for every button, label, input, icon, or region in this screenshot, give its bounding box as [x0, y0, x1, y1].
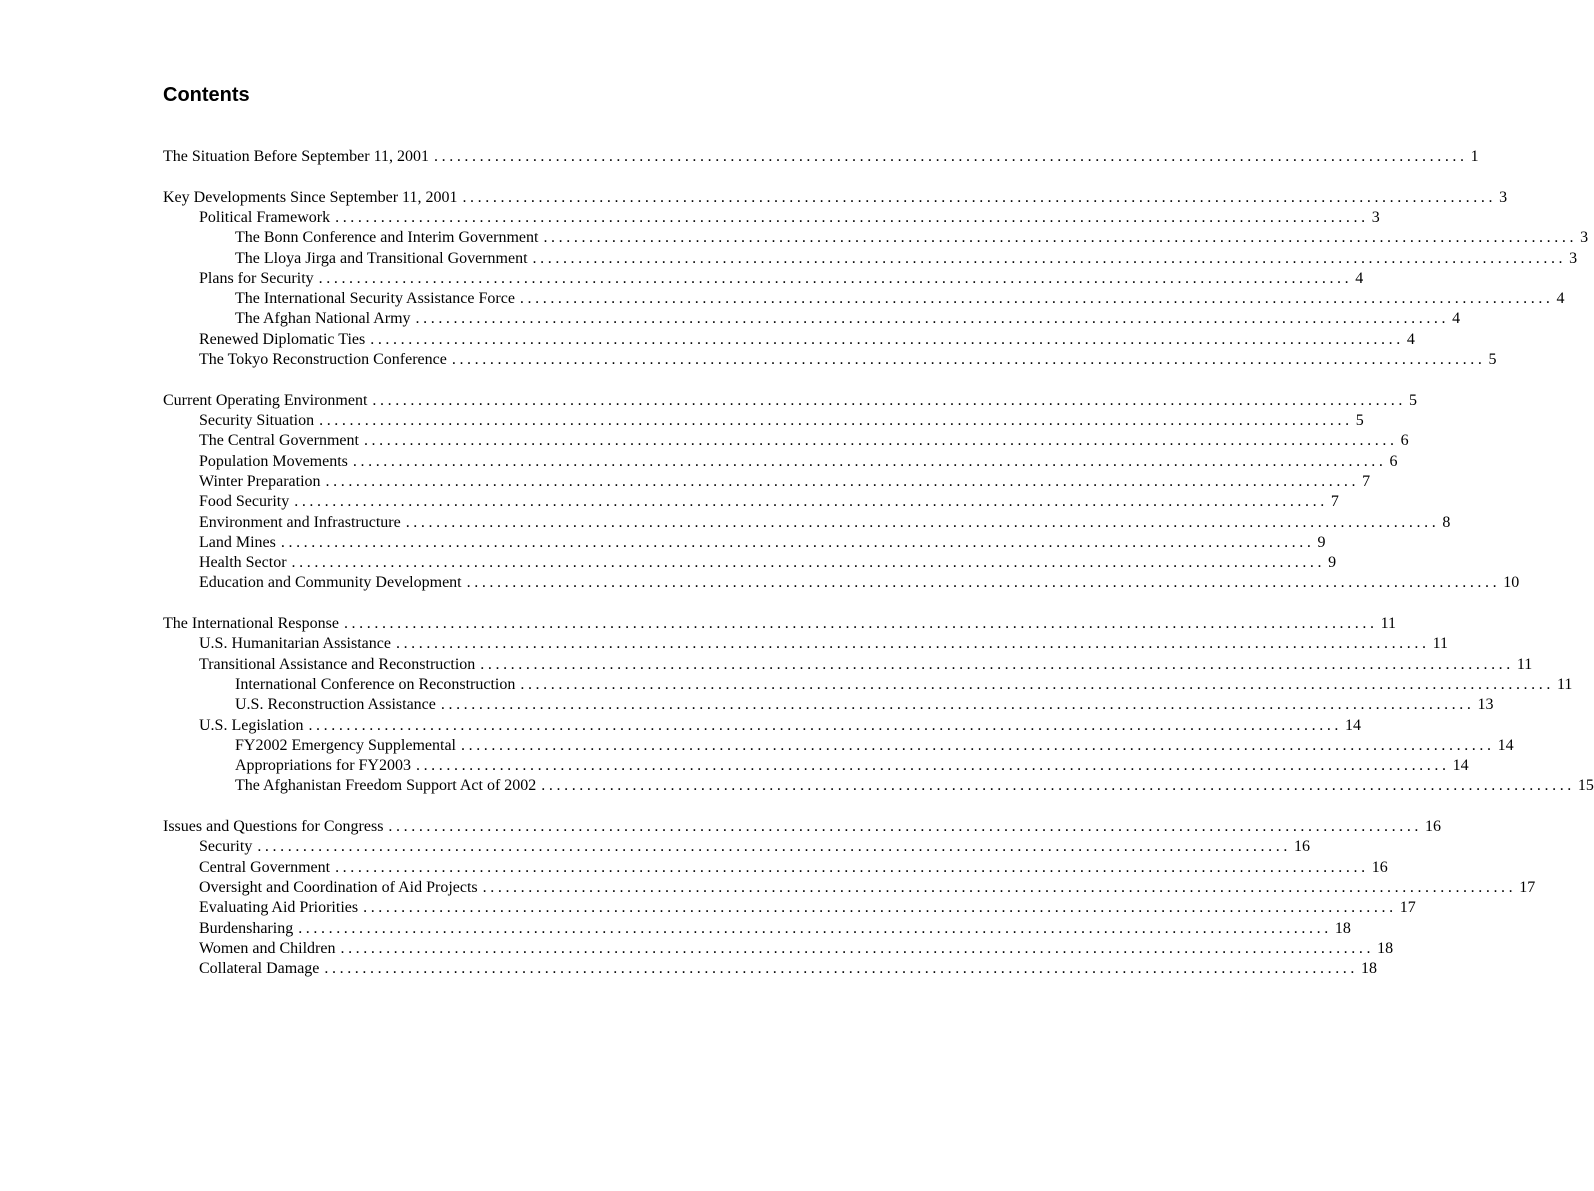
toc-dot-leader: ........................................................................................................................................ — [543, 229, 1578, 247]
toc-dot-leader: ........................................................................................................................................ — [461, 736, 1495, 754]
toc-page-number: 8 — [1442, 513, 1451, 531]
toc-entry-title: The Afghanistan Freedom Support Act of 2002 — [235, 777, 537, 795]
toc-entry[interactable] — [163, 533, 1326, 553]
toc-dot-leader: ........................................................................................................................................ — [370, 330, 1404, 348]
toc-entry-title: Security — [199, 838, 253, 856]
toc-page-number: 4 — [1452, 310, 1461, 328]
toc-entry-title: The Situation Before September 11, 2001 — [163, 148, 430, 165]
toc-dot-leader: ........................................................................................................................................ — [480, 655, 1514, 673]
toc-page-number: 4 — [1406, 330, 1415, 348]
toc-page-number: 11 — [1516, 655, 1533, 673]
toc-page-number: 16 — [1293, 838, 1310, 856]
toc-page-number: 6 — [1400, 432, 1409, 450]
toc-dot-leader: ........................................................................................................................................ — [405, 513, 1440, 531]
toc-entry-title: Land Mines — [199, 533, 276, 551]
toc-entry-title: Current Operating Environment — [163, 391, 368, 409]
toc-entry-title: The Tokyo Reconstruction Conference — [199, 351, 447, 369]
toc-dot-leader: ........................................................................................................................................ — [363, 432, 1398, 450]
toc-entry[interactable] — [163, 492, 1339, 512]
toc-page-number: 1 — [1470, 148, 1479, 165]
toc-entry-title: FY2002 Emergency Supplemental — [235, 736, 456, 754]
toc-entry[interactable] — [163, 837, 1310, 857]
toc-entry[interactable] — [163, 391, 1417, 411]
toc-dot-leader: ........................................................................................................................................ — [395, 635, 1430, 653]
toc-dot-leader: ........................................................................................................................................ — [335, 208, 1369, 226]
toc-entry[interactable] — [163, 289, 1565, 309]
toc-dot-leader: ........................................................................................................................................ — [324, 960, 1358, 978]
toc-entry-title: Appropriations for FY2003 — [235, 757, 411, 775]
toc-entry-title: The Bonn Conference and Interim Government — [235, 229, 539, 247]
toc-page-number: 9 — [1317, 533, 1326, 551]
toc-dot-leader: ........................................................................................................................................ — [541, 777, 1575, 795]
toc-entry[interactable] — [163, 553, 1337, 573]
toc-page-number: 17 — [1519, 879, 1536, 897]
toc-page-number: 18 — [1361, 960, 1377, 978]
toc-entry-title: International Conference on Reconstruction — [235, 676, 516, 693]
toc-entry[interactable] — [163, 614, 1396, 634]
toc-entry-title: Environment and Infrastructure — [199, 513, 401, 531]
toc-entry-title: The Afghan National Army — [235, 310, 411, 328]
toc-page-number: 15 — [1577, 777, 1594, 795]
toc-dot-leader: ........................................................................................................................................ — [352, 452, 1387, 470]
toc-dot-leader: ........................................................................................................................................ — [532, 249, 1567, 267]
toc-entry[interactable] — [163, 249, 1578, 269]
toc-entry-title: Collateral Damage — [199, 960, 320, 978]
toc-dot-leader: ........................................................................................................................................ — [415, 757, 1450, 775]
toc-dot-leader: ........................................................................................................................................ — [335, 858, 1369, 876]
toc-entry[interactable] — [163, 675, 1573, 695]
toc-entry-title: Security Situation — [199, 412, 315, 430]
toc-page-number: 4 — [1355, 269, 1364, 287]
toc-entry-title: The International Security Assistance Force — [235, 290, 515, 308]
toc-dot-leader: ........................................................................................................................................ — [451, 351, 1486, 369]
toc-entry-title: Issues and Questions for Congress — [163, 818, 384, 836]
toc-page-number: 4 — [1556, 290, 1565, 308]
toc-page-number: 11 — [1380, 615, 1396, 633]
toc-entry-title: Renewed Diplomatic Ties — [199, 330, 366, 348]
toc-dot-leader: ........................................................................................................................................ — [318, 269, 1353, 287]
toc-page-number: 6 — [1389, 452, 1398, 470]
toc-entry[interactable] — [163, 736, 1514, 756]
toc-entry-title: Transitional Assistance and Reconstruction — [199, 655, 476, 673]
toc-page-number: 11 — [1556, 676, 1573, 693]
toc-entry[interactable] — [163, 898, 1416, 918]
toc-page-number: 11 — [1432, 635, 1448, 653]
toc-section — [163, 188, 1589, 371]
toc-entry[interactable] — [163, 269, 1364, 289]
toc-dot-leader: ........................................................................................................................................ — [294, 493, 1328, 511]
toc-entry[interactable] — [163, 330, 1415, 350]
toc-dot-leader: ........................................................................................................................................ — [257, 838, 1291, 856]
toc-page-number: 3 — [1499, 188, 1508, 206]
toc-entry-title: Key Developments Since September 11, 2001 — [163, 188, 458, 206]
toc-entry[interactable] — [163, 411, 1364, 431]
toc-section — [163, 817, 1536, 979]
toc-dot-leader: ........................................................................................................................................ — [415, 310, 1450, 328]
toc-section — [163, 391, 1520, 594]
toc-entry[interactable] — [163, 817, 1442, 837]
toc-page-number: 7 — [1362, 472, 1371, 490]
toc-entry[interactable] — [163, 939, 1394, 959]
toc-entry[interactable] — [163, 452, 1398, 472]
toc-entry-title: U.S. Humanitarian Assistance — [199, 635, 391, 653]
toc-entry[interactable] — [163, 634, 1448, 654]
table-of-contents — [163, 147, 1594, 1000]
toc-dot-leader: ........................................................................................................................................ — [340, 939, 1375, 957]
toc-entry-title: Central Government — [199, 858, 331, 876]
toc-entry[interactable] — [163, 431, 1409, 451]
toc-entry[interactable] — [163, 147, 1479, 167]
toc-page-number: 3 — [1580, 229, 1589, 247]
toc-page-number: 5 — [1355, 412, 1364, 430]
toc-page-number: 18 — [1334, 919, 1351, 937]
toc-entry-title: Plans for Security — [199, 269, 314, 287]
toc-entry[interactable] — [163, 350, 1497, 370]
toc-entry-title: U.S. Reconstruction Assistance — [235, 696, 436, 714]
toc-page-number: 14 — [1452, 757, 1469, 775]
toc-dot-leader: ........................................................................................................................................ — [440, 696, 1475, 714]
toc-entry-title: Burdensharing — [199, 919, 294, 937]
toc-page-number: 5 — [1409, 391, 1417, 409]
toc-entry[interactable] — [163, 513, 1451, 533]
page-title: Contents — [163, 84, 250, 106]
toc-page-number: 16 — [1425, 818, 1442, 836]
toc-entry[interactable] — [163, 228, 1589, 248]
toc-dot-leader: ........................................................................................................................................ — [308, 716, 1343, 734]
toc-dot-leader: ........................................................................................................................................ — [372, 391, 1406, 409]
toc-entry[interactable] — [163, 472, 1371, 492]
toc-entry-title: U.S. Legislation — [199, 716, 304, 734]
toc-page-number: 18 — [1377, 939, 1394, 957]
toc-page-number: 14 — [1497, 736, 1514, 754]
toc-entry[interactable] — [163, 188, 1508, 208]
toc-entry-title: Oversight and Coordination of Aid Projects — [199, 879, 478, 897]
toc-entry-title: Women and Children — [199, 939, 336, 957]
toc-entry-title: Health Sector — [199, 554, 287, 572]
toc-entry-title: Evaluating Aid Priorities — [199, 899, 359, 917]
toc-dot-leader: ........................................................................................................................................ — [343, 615, 1378, 633]
toc-section — [163, 614, 1594, 797]
toc-dot-leader: ........................................................................................................................................ — [363, 899, 1397, 917]
toc-entry-title: The International Response — [163, 615, 339, 633]
toc-dot-leader: ........................................................................................................................................ — [519, 290, 1554, 308]
toc-entry-title: The Lloya Jirga and Transitional Government — [235, 249, 528, 267]
toc-page-number: 5 — [1488, 351, 1497, 369]
toc-entry-title: Winter Preparation — [199, 472, 321, 490]
toc-entry[interactable] — [163, 959, 1377, 979]
toc-entry[interactable] — [163, 776, 1594, 796]
toc-entry[interactable] — [163, 695, 1494, 715]
toc-page-number: 17 — [1399, 899, 1416, 917]
toc-page-number: 13 — [1477, 696, 1494, 714]
toc-dot-leader: ........................................................................................................................................ — [291, 554, 1326, 572]
toc-entry[interactable] — [163, 858, 1388, 878]
toc-entry-title: Political Framework — [199, 208, 331, 226]
toc-page-number: 14 — [1345, 716, 1362, 734]
toc-entry[interactable] — [163, 573, 1520, 593]
toc-dot-leader: ........................................................................................................................................ — [325, 472, 1360, 490]
toc-entry[interactable] — [163, 208, 1380, 228]
toc-dot-leader: ........................................................................................................................................ — [434, 148, 1468, 165]
toc-entry[interactable] — [163, 919, 1351, 939]
toc-section — [163, 147, 1479, 167]
toc-dot-leader: ........................................................................................................................................ — [388, 818, 1423, 836]
toc-dot-leader: ........................................................................................................................................ — [466, 574, 1501, 592]
toc-dot-leader: ........................................................................................................................................ — [298, 919, 1332, 937]
toc-entry[interactable] — [163, 878, 1536, 898]
toc-page-number: 16 — [1371, 858, 1388, 876]
toc-page-number: 3 — [1569, 249, 1578, 267]
toc-page-number: 9 — [1328, 554, 1337, 572]
toc-dot-leader: ........................................................................................................................................ — [520, 676, 1554, 693]
toc-entry[interactable] — [163, 655, 1533, 675]
toc-dot-leader: ........................................................................................................................................ — [482, 879, 1517, 897]
toc-page-number: 3 — [1371, 208, 1380, 226]
toc-entry-title: Population Movements — [199, 452, 348, 470]
toc-dot-leader: ........................................................................................................................................ — [462, 188, 1497, 206]
toc-dot-leader: ........................................................................................................................................ — [319, 412, 1353, 430]
toc-entry-title: The Central Government — [199, 432, 359, 450]
toc-dot-leader: ........................................................................................................................................ — [280, 533, 1315, 551]
toc-entry-title: Food Security — [199, 493, 290, 511]
toc-entry[interactable] — [163, 309, 1461, 329]
toc-entry[interactable] — [163, 716, 1362, 736]
toc-entry[interactable] — [163, 756, 1469, 776]
toc-page-number: 7 — [1330, 493, 1339, 511]
toc-page-number: 10 — [1503, 574, 1520, 592]
toc-entry-title: Education and Community Development — [199, 574, 462, 592]
